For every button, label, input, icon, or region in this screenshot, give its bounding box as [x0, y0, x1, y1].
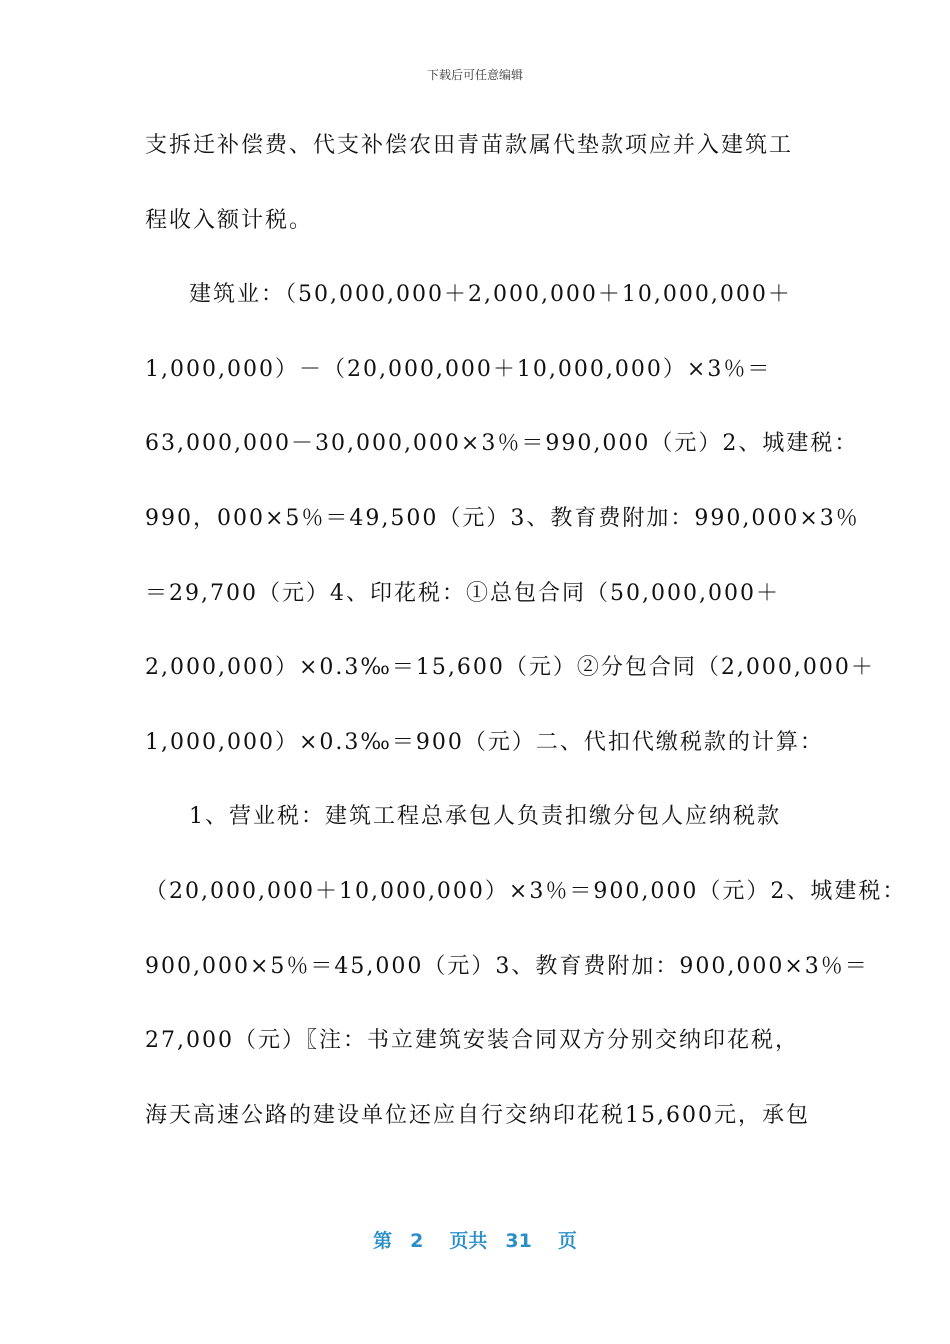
body-line: 1、营业税：建筑工程总承包人负责扣缴分包人应纳税款 [189, 804, 781, 830]
body-line: 2,000,000）×0.3‰＝15,600（元）②分包合同（2,000,000＋ [145, 655, 875, 681]
footer-middle: 页共 [449, 1230, 488, 1252]
body-line: 1,000,000）×0.3‰＝900（元）二、代扣代缴税款的计算： [145, 729, 824, 755]
body-line: 支拆迁补偿费、代支补偿农田青苗款属代垫款项应并入建筑工 [145, 133, 794, 158]
body-line: 建筑业：（50,000,000＋2,000,000＋10,000,000＋ [189, 282, 792, 308]
footer-suffix: 页 [557, 1230, 577, 1252]
footer-prefix: 第 [373, 1230, 393, 1252]
footer-current-page: 2 [410, 1230, 424, 1252]
body-line: （20,000,000＋10,000,000）×3％＝900,000（元）2、城建税： [145, 878, 907, 904]
body-line: 程收入额计税。 [145, 207, 314, 233]
page-header-note: 下载后可任意编辑 [426, 68, 523, 82]
body-line: 990，000×5％＝49,500（元）3、教育费附加：990,000×3％ [145, 505, 860, 531]
body-line: 1,000,000）－（20,000,000＋10,000,000）×3％＝ [145, 356, 772, 382]
body-line: ＝29,700（元）4、印花税：①总包合同（50,000,000＋ [145, 580, 780, 606]
page-footer [0, 1226, 950, 1253]
footer-total-pages: 31 [505, 1230, 532, 1252]
body-line: 海天高速公路的建设单位还应自行交纳印花税15,600元，承包 [145, 1102, 810, 1128]
body-line: 27,000（元）〖注：书立建筑安装合同双方分别交纳印花税， [145, 1028, 799, 1054]
body-line: 900,000×5％＝45,000（元）3、教育费附加：900,000×3％＝ [145, 953, 869, 979]
body-line: 63,000,000－30,000,000×3％＝990,000（元）2、城建税： [145, 431, 859, 457]
document-body [145, 125, 907, 1169]
